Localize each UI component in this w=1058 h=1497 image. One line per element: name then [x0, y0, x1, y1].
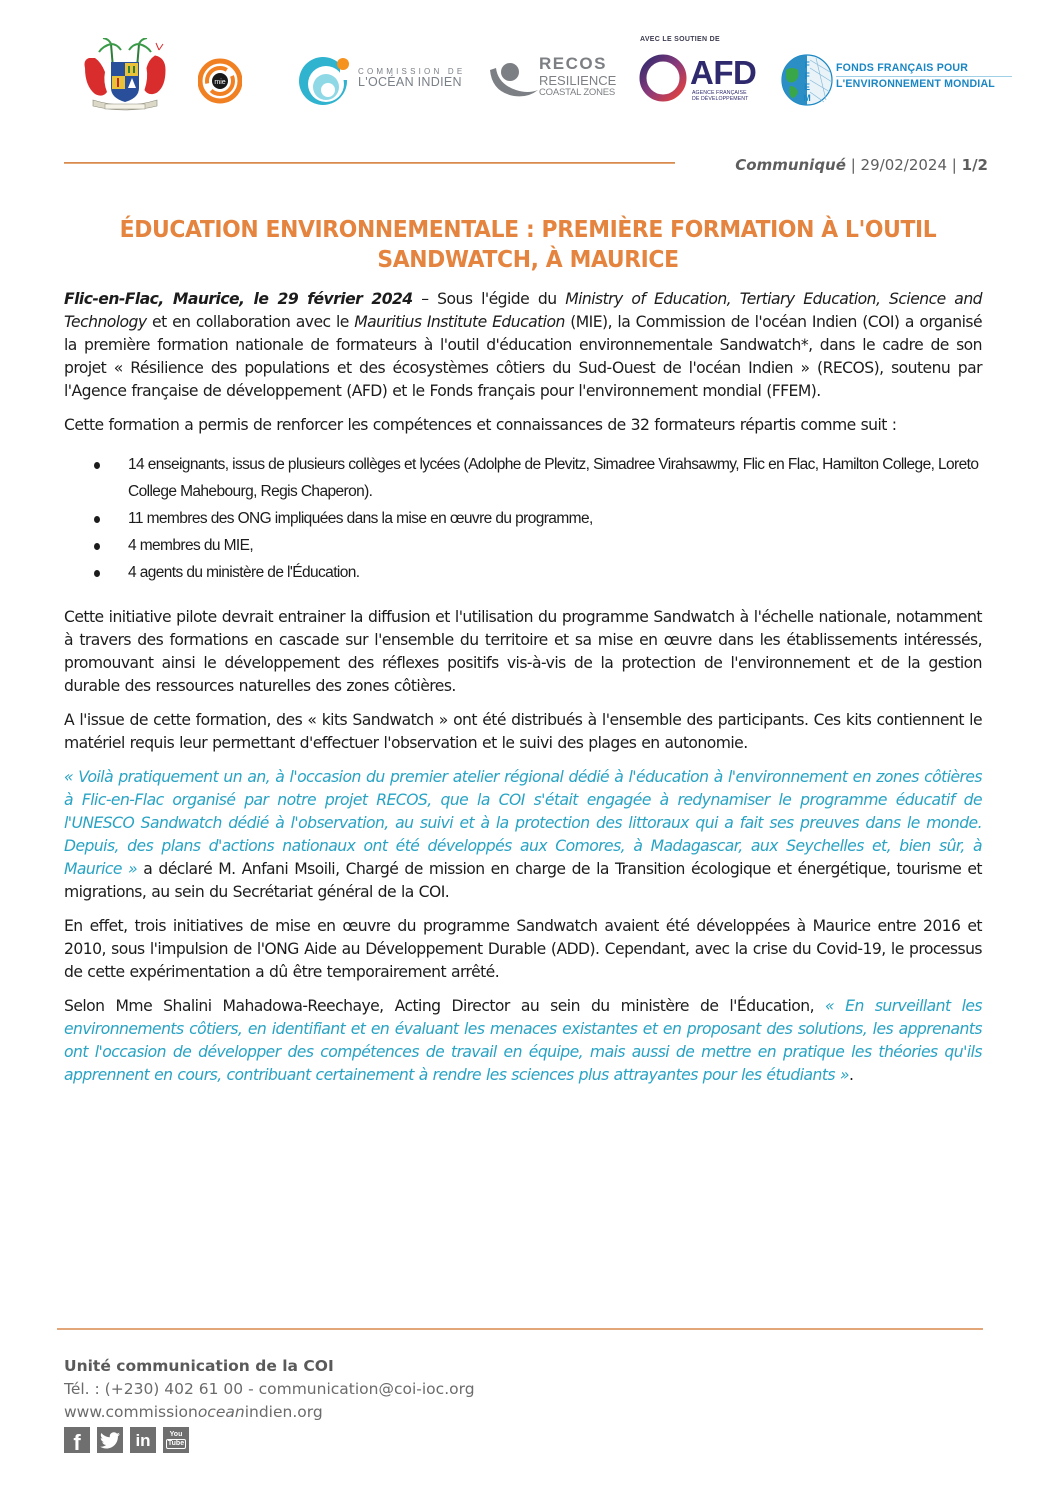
- quote-director: « En surveillant les environnements côtiers, en identifiant et en évaluant les menaces existantes et en proposant des solutions, les apprenants ont l'occasion de développer des compétences de travail en équipe, mais aussi de mettre en pratique les théories qu'ils apprennent en cours, contribuant certainement à rendre les sciences plus attrayantes pour les étudiants »: [64, 997, 982, 1084]
- recos-logo-line2: RESILIENCE: [539, 73, 617, 88]
- afd-support-label: AVEC LE SOUTIEN DE: [640, 36, 720, 43]
- facebook-icon[interactable]: f: [64, 1427, 90, 1453]
- bullet-icon: [94, 516, 100, 523]
- linkedin-icon[interactable]: in: [130, 1427, 156, 1453]
- footer-contact[interactable]: Tél. : (+230) 402 61 00 - communication@coi-ioc.org: [64, 1380, 475, 1398]
- coi-logo: [296, 50, 496, 108]
- list-item-text: 4 agents du ministère de l'Éducation.: [128, 564, 360, 581]
- ffem-logo: [780, 52, 1020, 110]
- recos-logo-line1: RECOS: [539, 54, 607, 73]
- afd-logo-sub2: DE DÉVELOPPEMENT: [692, 95, 749, 102]
- footer: [64, 1355, 475, 1453]
- list-item-text: 4 membres du MIE,: [128, 537, 254, 554]
- quote-attribution: a déclaré M. Anfani Msoili, Chargé de mission en charge de la Transition écologique et énergétique, tourisme et migrations, au sein du Secrétariat général de la COI.: [64, 860, 982, 901]
- youtube-label: You: [169, 1431, 183, 1438]
- svg-text:F: F: [804, 60, 810, 70]
- dateline: Flic-en-Flac, Maurice, le 29 février 2024: [64, 290, 413, 308]
- document-type: Communiqué: [735, 156, 846, 174]
- svg-text:mie: mie: [214, 79, 226, 86]
- afd-logo-sub1: AGENCE FRANÇAISE: [692, 90, 747, 96]
- svg-text:M: M: [803, 93, 811, 103]
- text-run: .: [848, 1066, 854, 1084]
- meta-separator: |: [951, 156, 957, 174]
- list-item-text: 14 enseignants, issus de plusieurs collèges et lycées (Adolphe de Plevitz, Simadree Virahsawmy, Flic en Flac, Hamilton College, Loreto College Mahebourg, Regis Chaperon).: [128, 456, 979, 500]
- svg-text:E: E: [803, 82, 811, 92]
- coi-logo-line1: COMMISSION DE: [358, 67, 466, 76]
- page-number: 1/2: [961, 156, 988, 174]
- paragraph-history: En effet, trois initiatives de mise en œuvre du programme Sandwatch avaient été développées à Maurice entre 2016 et 2010, sous l'impulsion de l'ONG Aide au Développement Durable (ADD). Cependant, avec la crise du Covid-19, le processus de cette expérimentation a dû être temporairement arrêté.: [64, 917, 982, 981]
- quote-intro: Selon Mme Shalini Mahadowa-Reechaye, Acting Director au sein du ministère de l'Éducation,: [64, 997, 826, 1015]
- list-item: [94, 451, 982, 505]
- bullet-icon: [94, 462, 100, 469]
- paragraph-director-quote: [64, 995, 982, 1087]
- header-divider: [64, 162, 675, 164]
- ffem-logo-divider: [836, 76, 1012, 77]
- ffem-logo-line1: FONDS FRANÇAIS POUR: [836, 62, 969, 74]
- recos-logo: [486, 48, 626, 106]
- list-item: [94, 532, 982, 559]
- list-item-text: 11 membres des ONG impliquées dans la mise en œuvre du programme,: [128, 510, 593, 527]
- mie-logo: [198, 50, 242, 112]
- institute-name: Mauritius Institute Education: [354, 313, 565, 331]
- document-meta: [735, 156, 988, 174]
- paragraph-kits: A l'issue de cette formation, des « kits Sandwatch » ont été distribués à l'ensemble des participants. Ces kits contiennent le matériel requis leur permettant d'effectuer l'observation et le suivi des plages en autonomie.: [64, 711, 982, 752]
- youtube-label: Tube: [167, 1440, 185, 1447]
- twitter-icon[interactable]: [97, 1427, 123, 1453]
- youtube-icon[interactable]: [163, 1427, 189, 1453]
- list-item: [94, 559, 982, 586]
- ffem-logo-line2: L'ENVIRONNEMENT MONDIAL: [836, 78, 995, 91]
- mauritius-coat-of-arms-logo: [75, 38, 175, 113]
- paragraph-intro: [64, 288, 982, 403]
- trainer-breakdown-list: [94, 451, 982, 586]
- site-part: www.commission: [64, 1403, 198, 1421]
- document-date: 29/02/2024: [860, 156, 948, 174]
- footer-org: Unité communication de la COI: [64, 1357, 334, 1375]
- social-links: [64, 1427, 475, 1453]
- meta-separator: |: [850, 156, 856, 174]
- article-body: [64, 288, 982, 1098]
- paragraph-training: Cette formation a permis de renforcer les compétences et connaissances de 32 formateurs répartis comme suit :: [64, 416, 897, 434]
- site-part: indien.org: [244, 1403, 323, 1421]
- paragraph-initiative: Cette initiative pilote devrait entrainer la diffusion et l'utilisation du programme Sandwatch à l'échelle nationale, notamment à travers des formations en cascade sur l'ensemble du territoire et sa mise en œuvre dans les établissements intéressés, promouvant ainsi le développement des réflexes positifs vis-à-vis de la protection de l'environnement et de la gestion durable des ressources naturelles des zones côtières.: [64, 608, 982, 695]
- afd-logo: [636, 36, 776, 114]
- coi-logo-line2: L'OCÉAN INDIEN: [358, 75, 462, 90]
- bullet-icon: [94, 570, 100, 577]
- recos-logo-line3: COASTAL ZONES: [539, 87, 616, 98]
- footer-website-link[interactable]: [64, 1401, 475, 1424]
- partner-logos: [0, 30, 1058, 120]
- site-part: ocean: [197, 1403, 245, 1421]
- text-run: et en collaboration avec le: [146, 313, 355, 331]
- afd-logo-name: AFD: [690, 54, 757, 91]
- bullet-icon: [94, 543, 100, 550]
- quote-msoili: « Voilà pratiquement un an, à l'occasion du premier atelier régional dédié à l'éducation à l'environnement en zones côtières à Flic-en-Flac organisé par notre projet RECOS, que la COI s'était engagée à redynamiser le programme éducatif de l'UNESCO Sandwatch dédié à l'observation, au suivi et à la protection des littoraux qui a fait ses preuves dans le monde. Depuis, des plans d'actions nationaux ont été développés aux Comores, à Madagascar, aux Seychelles et, bien sûr, à Maurice »: [64, 768, 982, 878]
- text-run: – Sous l'égide du: [412, 290, 566, 308]
- footer-divider: [57, 1328, 983, 1330]
- paragraph-msoili-quote: [64, 766, 982, 904]
- ministry-name: Ministry of Education, Tertiary Education, Science and Technology: [64, 290, 982, 331]
- svg-text:F: F: [804, 71, 810, 81]
- page-title: ÉDUCATION ENVIRONNEMENTALE : PREMIÈRE FORMATION À L'OUTIL SANDWATCH, À MAURICE: [119, 215, 937, 273]
- list-item: [94, 505, 982, 532]
- text-run: (MIE), la Commission de l'océan Indien (COI) a organisé la première formation nationale de formateurs à l'outil d'éducation environnementale Sandwatch*, dans le cadre de son projet « Résilience des populations et des écosystèmes côtiers du Sud-Ouest de l'océan Indien » (RECOS), soutenu par l'Agence française de développement (AFD) et le Fonds français pour l'environnement mondial (FFEM).: [64, 313, 983, 400]
